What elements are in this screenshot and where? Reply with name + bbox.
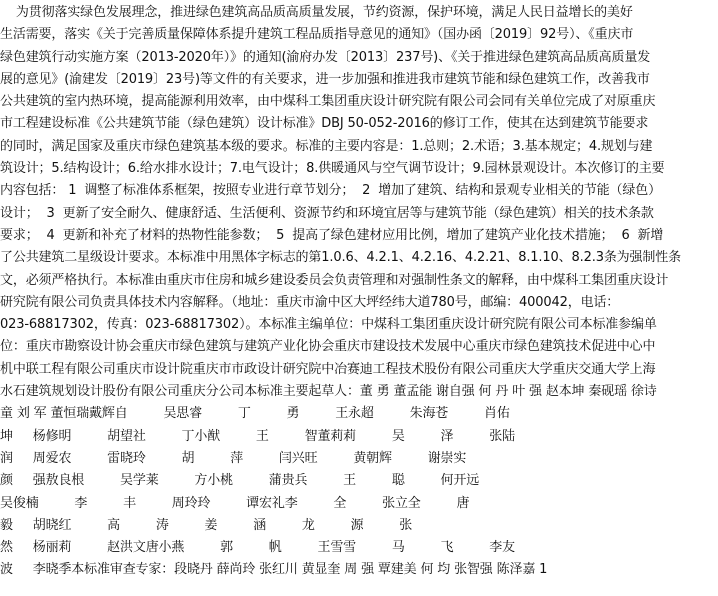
text-line: 文，必须严格执行。本标准由重庆市住房和城乡建设委员会负责管理和对强制性条文的解释，由中煤科工集团重庆设计 [0,272,669,288]
text-line: 设计； 3 更新了安全耐久、健康舒适、生活便利、资源节约和环境宜居等与建筑节能（绿色建筑）相关的技术条款 [0,205,654,221]
text-line: 023-68817302，传真：023-68817302）。本标准主编单位：中煤科工集团重庆设计研究院有限公司本标准参编单 [0,317,657,333]
text-line: 润 周爱农 雷晓玲 胡 萍 闫兴旺 黄朝辉 谢崇实 [0,450,467,466]
text-line: 水石建筑规划设计股份有限公司重庆分公司本标准主要起草人：董 勇 董孟能 谢自强 何 丹 叶 强 赵本坤 秦砚瑶 徐诗 [0,384,657,400]
text-line: 的同时，满足国家及重庆市绿色建筑基本级的要求。标准的主要内容是：1.总则；2.术语；3.基本规定；4.规划与建 [0,138,653,154]
text-line: 筑设计；5.结构设计；6.给水排水设计；7.电气设计；8.供暖通风与空气调节设计；9.园林景观设计。本次修订的主要 [0,161,665,177]
text-line: 然 杨丽莉 赵洪文唐小燕 郭 帆 王雪雪 马 飞 李友 [0,540,515,556]
text-line: 机中联工程有限公司重庆市设计院重庆市市政设计研究院中冶赛迪工程技术股份有限公司重庆大学重庆交通大学上海 [0,361,656,377]
text-line: 内容包括： 1 调整了标准体系框架，按照专业进行章节划分； 2 增加了建筑、结构和景观专业相关的节能（绿色） [0,183,661,199]
text-line: 波 李晓季本标准审查专家：段晓丹 薛尚玲 张红川 黄显奎 周 强 覃建美 何 均 张智强 陈泽嘉 1 [0,562,548,578]
text-line: 位：重庆市勘察设计协会重庆市绿色建筑与建筑产业化协会重庆市建设技术发展中心重庆市绿色建筑技术促进中心中 [0,339,656,355]
text-line: 毅 胡晓红 高 涛 姜 涵 龙 源 张 [0,517,413,533]
text-line: 颜 强敖良根 吴学莱 方小桃 蒲贵兵 王 聪 何开远 [0,473,480,489]
text-line: 生活需要，落实《关于完善质量保障体系提升建筑工程品质指导意见的通知》（国办函〔2019〕92号）、《重庆市 [0,27,634,43]
text-line: 市工程建设标准《公共建筑节能（绿色建筑）设计标准》DBJ 50-052-2016的修订工作，使其在达到建筑节能要求 [0,116,649,132]
text-line: 绿色建筑行动实施方案（2013-2020年）》的通知(渝府办发〔2013〕237号)、《关于推进绿色建筑高品质高质量发 [0,49,651,65]
text-line: 了公共建筑二星级设计要求。本标准中用黑体字标志的第1.0.6、4.2.1、4.2.16、4.2.21、8.1.10、8.2.3条为强制性条 [0,250,681,266]
text-line: 吴俊楠 李 丰 周玲玲 谭宏礼李 全 张立全 唐 [0,495,470,511]
text-line: 研究院有限公司负责具体技术内容解释。（地址：重庆市渝中区大坪经纬大道780号，邮编：400042，电话： [0,294,620,310]
text-line: 要求； 4 更新和补充了材料的热物性能参数； 5 提高了绿色建材应用比例，增加了建筑产业化技术措施； 6 新增 [0,227,664,243]
text-line: 童 刘 军 董恒瑞戴辉自 吴思睿 丁 勇 王永超 朱海苍 肖佑 [0,406,510,422]
text-line: 为贯彻落实绿色发展理念，推进绿色建筑高品质高质量发展，节约资源，保护环境，满足人民日益增长的美好 [0,5,633,20]
text-line: 坤 杨修明 胡望社 丁小猷 王 智董莉莉 吴 泽 张陆 [0,428,515,444]
text-line: 展的意见》(渝建发〔2019〕23号)等文件的有关要求，进一步加强和推进我市建筑节能和绿色建筑工作，改善我市 [0,71,650,87]
text-line: 公共建筑的室内热环境，提高能源利用效率，由中煤科工集团重庆设计研究院有限公司会同有关单位完成了对原重庆 [0,94,656,110]
